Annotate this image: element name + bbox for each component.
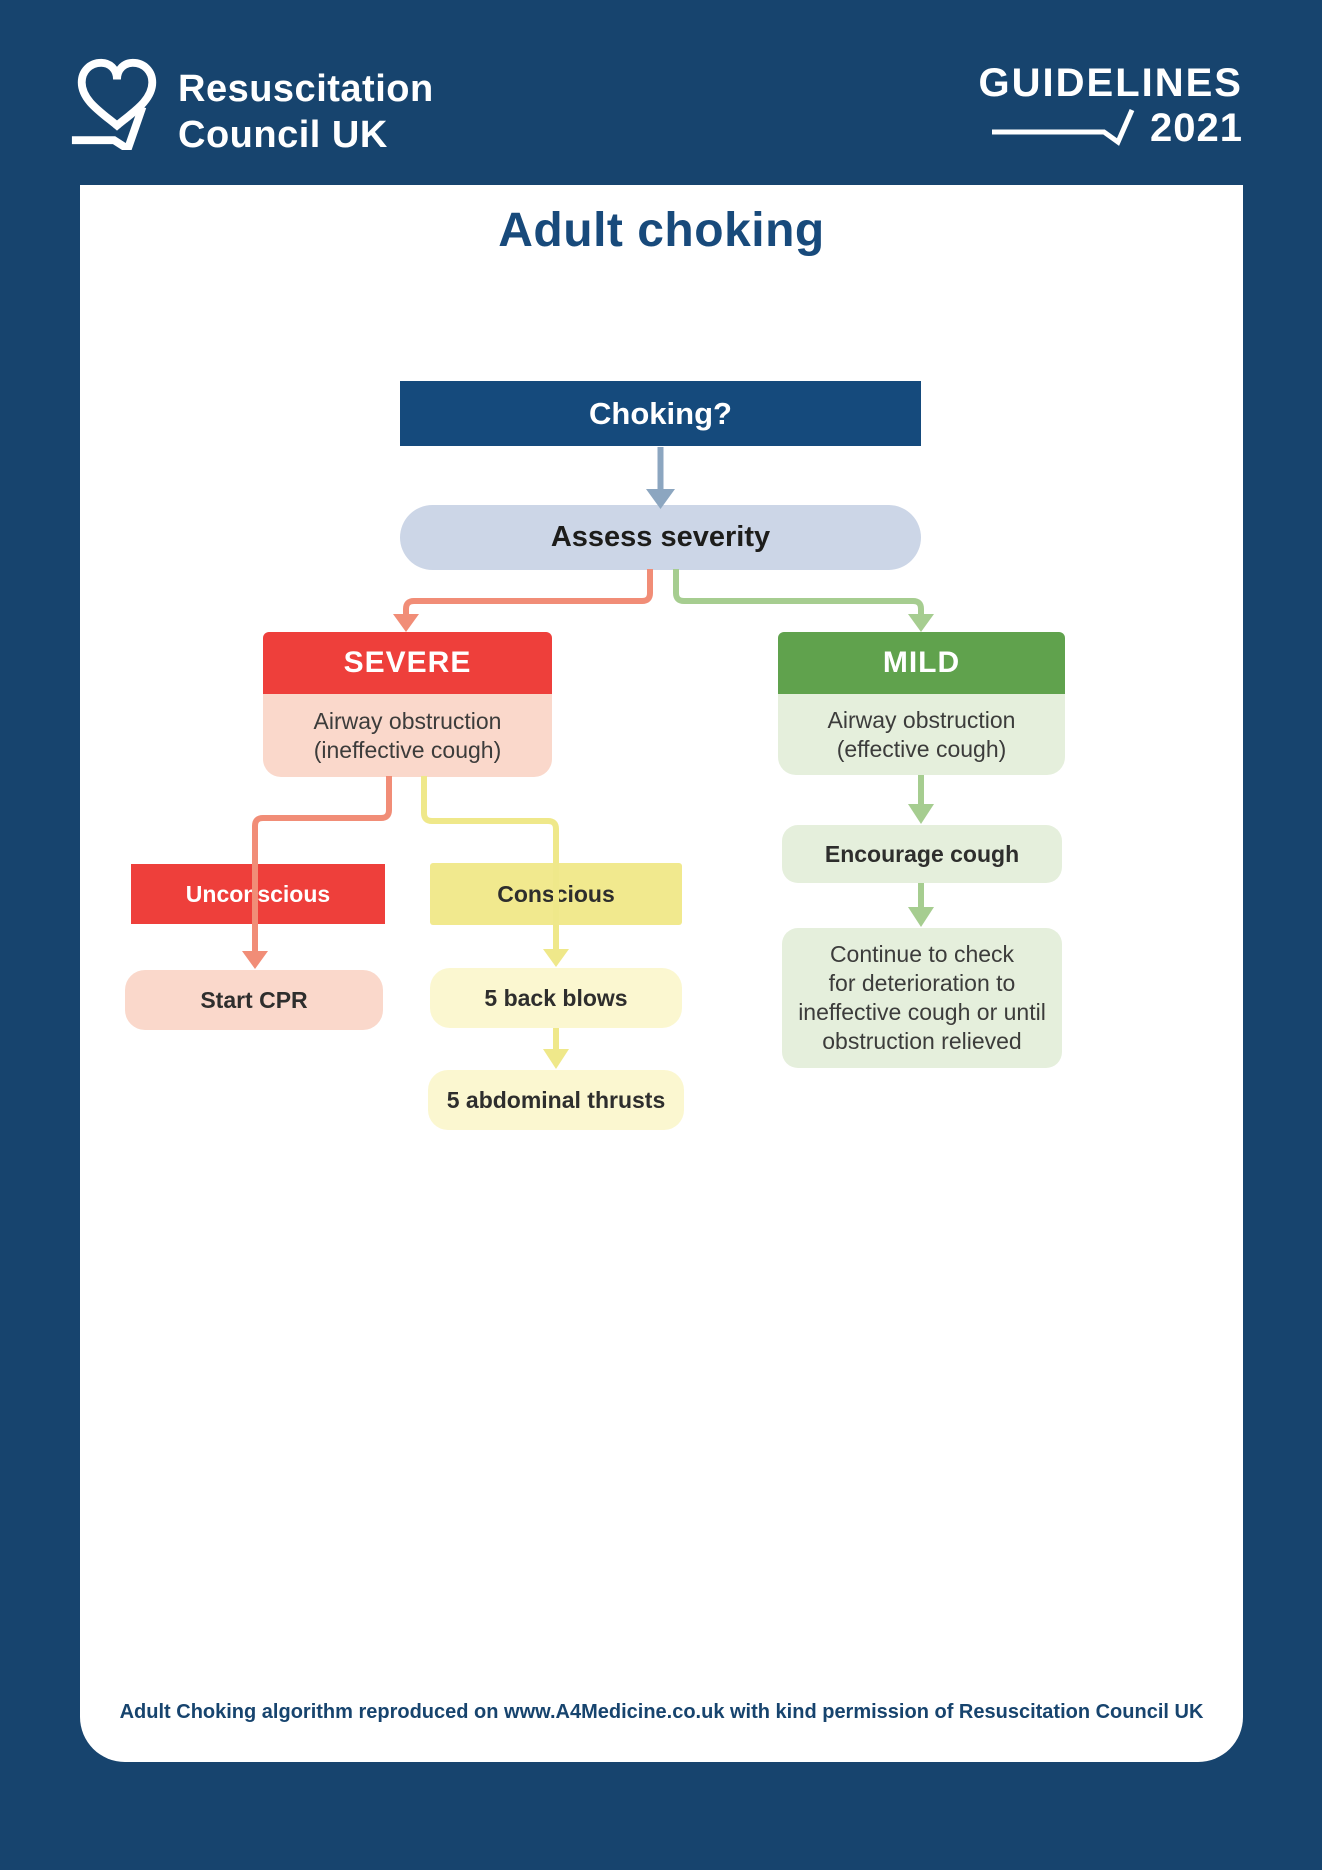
severe-desc-line1: Airway obstruction bbox=[313, 707, 502, 734]
flow-node-start-cpr bbox=[125, 970, 383, 1030]
mild-desc-line2: (effective cough) bbox=[836, 735, 1007, 762]
checkmark-underline-icon bbox=[992, 108, 1144, 148]
flow-node-continue-check bbox=[782, 928, 1062, 1068]
mild-header: MILD bbox=[778, 632, 1065, 694]
mild-description bbox=[778, 694, 1065, 775]
continue-line1: Continue to check bbox=[829, 941, 1015, 967]
continue-line2: for deterioration to bbox=[828, 970, 1016, 996]
severe-header: SEVERE bbox=[263, 632, 552, 694]
start-cpr-label: Start CPR bbox=[200, 986, 308, 1013]
arrowhead-abdominal-thrusts bbox=[543, 1049, 569, 1069]
continue-line3: ineffective cough or until bbox=[798, 999, 1046, 1025]
flow-node-back-blows bbox=[430, 968, 682, 1028]
arrowhead-assess-mild bbox=[908, 614, 934, 632]
conscious-label: Conscious bbox=[497, 880, 615, 907]
flow-node-severe bbox=[263, 632, 552, 777]
flow-node-choking bbox=[400, 381, 921, 446]
guidelines-year-row bbox=[979, 105, 1243, 150]
guidelines-lockup bbox=[979, 62, 1243, 148]
arrowhead-start-cpr bbox=[242, 951, 268, 969]
continue-line4: obstruction relieved bbox=[822, 1028, 1022, 1054]
encourage-cough-label: Encourage cough bbox=[824, 840, 1020, 867]
mild-desc-line1: Airway obstruction bbox=[827, 706, 1016, 733]
flow-node-unconscious bbox=[131, 864, 385, 924]
flow-node-encourage-cough bbox=[782, 825, 1062, 883]
arrowhead-assess-severe bbox=[393, 614, 419, 632]
flow-node-abdominal-thrusts bbox=[428, 1070, 684, 1130]
flow-node-assess-label: Assess severity bbox=[550, 521, 771, 553]
arrowhead-back-blows bbox=[543, 949, 569, 967]
connector-assess-severe bbox=[406, 569, 650, 616]
arrowhead-encourage-cough bbox=[908, 804, 934, 824]
page-title: Adult choking bbox=[498, 204, 825, 257]
connector-assess-mild bbox=[676, 569, 921, 616]
guidelines-label: GUIDELINES bbox=[978, 61, 1243, 105]
severe-description bbox=[263, 694, 552, 777]
brand-wordmark bbox=[178, 66, 434, 158]
flow-node-mild bbox=[778, 632, 1065, 775]
guidelines-year: 2021 bbox=[1150, 105, 1243, 150]
arrowhead-continue-check bbox=[908, 907, 934, 927]
brand-line1: Resuscitation bbox=[178, 68, 434, 110]
heart-checkmark-logo-icon bbox=[68, 52, 166, 150]
abdominal-thrusts-label: 5 abdominal thrusts bbox=[446, 1086, 666, 1113]
attribution-text: Adult Choking algorithm reproduced on www.A4Medicine.co.uk with kind permission of Resuscitation Council UK bbox=[119, 1701, 1204, 1723]
content-sheet bbox=[80, 185, 1243, 1762]
flow-node-assess-severity bbox=[400, 505, 921, 570]
unconscious-label: Unconscious bbox=[185, 880, 331, 907]
flow-node-choking-label: Choking? bbox=[589, 395, 732, 431]
flow-node-conscious bbox=[430, 863, 682, 925]
back-blows-label: 5 back blows bbox=[484, 984, 628, 1011]
severe-desc-line2: (ineffective cough) bbox=[313, 736, 502, 763]
brand-line2: Council UK bbox=[178, 114, 388, 156]
